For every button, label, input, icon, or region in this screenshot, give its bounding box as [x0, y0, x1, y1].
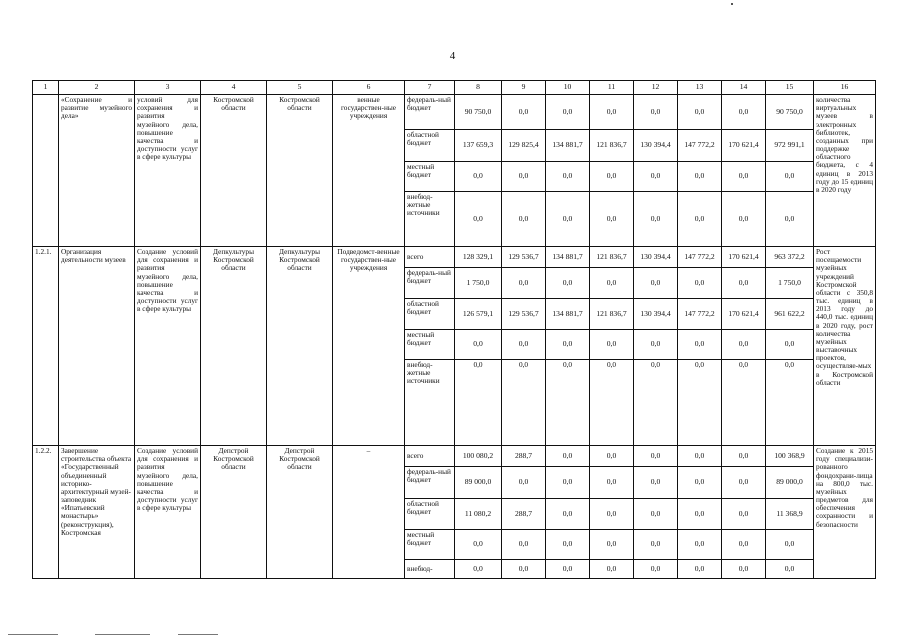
value-cell: 130 394,4 — [634, 247, 678, 268]
source-cell: всего — [405, 247, 455, 268]
value-cell: 100 080,2 — [455, 446, 502, 467]
footer-line — [8, 634, 58, 635]
source-cell: внебюд-жетные источники — [405, 192, 455, 247]
value-cell: 0,0 — [722, 330, 766, 360]
value-cell: 170 621,4 — [722, 247, 766, 268]
value-cell: 288,7 — [502, 499, 546, 530]
header-cell: 9 — [502, 81, 546, 95]
value-cell: 0,0 — [678, 467, 722, 499]
value-cell: 0,0 — [678, 360, 722, 446]
value-cell: 1 750,0 — [455, 268, 502, 299]
value-cell: 0,0 — [455, 162, 502, 192]
value-cell: 0,0 — [634, 268, 678, 299]
participants-cell: венные государствен-ные учреждения — [333, 95, 405, 247]
value-cell: 170 621,4 — [722, 299, 766, 330]
value-cell: 0,0 — [634, 330, 678, 360]
total-cell: 961 622,2 — [766, 299, 814, 330]
table-row — [33, 247, 876, 268]
table-row — [33, 446, 876, 467]
value-cell: 0,0 — [590, 446, 634, 467]
value-cell: 121 836,7 — [590, 130, 634, 162]
value-cell: 0,0 — [722, 446, 766, 467]
value-cell: 0,0 — [455, 330, 502, 360]
total-cell: 11 368,9 — [766, 499, 814, 530]
value-cell: 170 621,4 — [722, 130, 766, 162]
value-cell: 129 825,4 — [502, 130, 546, 162]
participants-cell: Подведомст-венные государствен-ные учреждения — [333, 247, 405, 446]
value-cell: 0,0 — [546, 446, 590, 467]
total-cell: 972 991,1 — [766, 130, 814, 162]
value-cell: 0,0 — [678, 499, 722, 530]
value-cell: 0,0 — [590, 467, 634, 499]
value-cell: 0,0 — [722, 467, 766, 499]
value-cell: 0,0 — [678, 268, 722, 299]
value-cell: 0,0 — [590, 560, 634, 579]
executor-cell: Депстрой Костромской области — [267, 446, 333, 579]
header-cell: 10 — [546, 81, 590, 95]
value-cell: 0,0 — [590, 162, 634, 192]
header-cell: 2 — [59, 81, 135, 95]
total-cell: 89 000,0 — [766, 467, 814, 499]
value-cell: 121 836,7 — [590, 247, 634, 268]
header-cell: 8 — [455, 81, 502, 95]
footer-line — [95, 634, 150, 635]
result-cell: Создание к 2015 году специализи-рованного фондохрани-лища на 800,0 тыс. музейных предметов для обеспечения сохранности и безопасности — [814, 446, 876, 579]
executor-cell: Депкультуры Костромской области — [267, 247, 333, 446]
goal-cell: Создание условий для сохранения и развития музейного дела, повышение качества и доступности услуг в сфере культуры — [135, 247, 201, 446]
value-cell: 0,0 — [722, 360, 766, 446]
source-cell: областной бюджет — [405, 299, 455, 330]
value-cell: 147 772,2 — [678, 299, 722, 330]
header-cell: 16 — [814, 81, 876, 95]
value-cell: 0,0 — [634, 162, 678, 192]
source-cell: местный бюджет — [405, 330, 455, 360]
value-cell: 0,0 — [678, 162, 722, 192]
source-cell: местный бюджет — [405, 162, 455, 192]
total-cell: 0,0 — [766, 530, 814, 560]
value-cell: 0,0 — [678, 446, 722, 467]
source-cell: местный бюджет — [405, 530, 455, 560]
total-cell: 0,0 — [766, 162, 814, 192]
value-cell: 0,0 — [590, 192, 634, 247]
value-cell: 0,0 — [546, 268, 590, 299]
value-cell: 0,0 — [590, 268, 634, 299]
customer-cell: Костромской области — [201, 95, 267, 247]
value-cell: 129 536,7 — [502, 299, 546, 330]
measure-name-cell: Завершение строительства объекта «Государственный объединенный историко-архитектурный музей-заповедник «Ипатьевский монастырь» (реконструкция), Костромская — [59, 446, 135, 579]
value-cell: 130 394,4 — [634, 299, 678, 330]
total-cell: 0,0 — [766, 330, 814, 360]
measure-name-cell: Организация деятельности музеев — [59, 247, 135, 446]
value-cell: 0,0 — [590, 360, 634, 446]
value-cell: 134 881,7 — [546, 299, 590, 330]
value-cell: 0,0 — [590, 530, 634, 560]
goal-cell: Создание условий для сохранения и развития музейного дела, повышение качества и доступности услуг в сфере культуры — [135, 446, 201, 579]
value-cell: 0,0 — [634, 467, 678, 499]
participants-cell: – — [333, 446, 405, 579]
value-cell: 0,0 — [502, 192, 546, 247]
value-cell: 0,0 — [722, 560, 766, 579]
value-cell: 0,0 — [722, 499, 766, 530]
value-cell: 0,0 — [455, 560, 502, 579]
total-cell: 100 368,9 — [766, 446, 814, 467]
total-cell: 963 372,2 — [766, 247, 814, 268]
value-cell: 0,0 — [546, 530, 590, 560]
total-cell: 90 750,0 — [766, 95, 814, 130]
value-cell: 0,0 — [634, 446, 678, 467]
result-cell: Рост посещаемости музейных учреждений Костромской области с 350,8 тыс. единиц в 2013 году до 440,0 тыс. единиц в 2020 году, рост количества музейных выставочных проектов, осуществляе-мых в Костромской области — [814, 247, 876, 446]
value-cell: 137 659,3 — [455, 130, 502, 162]
value-cell: 0,0 — [546, 330, 590, 360]
value-cell: 0,0 — [502, 560, 546, 579]
value-cell: 0,0 — [678, 330, 722, 360]
value-cell: 0,0 — [590, 95, 634, 130]
value-cell: 129 536,7 — [502, 247, 546, 268]
page-number: 4 — [449, 50, 456, 62]
value-cell: 0,0 — [546, 95, 590, 130]
value-cell: 0,0 — [455, 530, 502, 560]
value-cell: 0,0 — [634, 530, 678, 560]
value-cell: 0,0 — [722, 268, 766, 299]
value-cell: 89 000,0 — [455, 467, 502, 499]
total-cell: 0,0 — [766, 560, 814, 579]
value-cell: 0,0 — [634, 560, 678, 579]
value-cell: 0,0 — [546, 360, 590, 446]
source-cell: всего — [405, 446, 455, 467]
value-cell: 0,0 — [678, 530, 722, 560]
header-cell: 1 — [33, 81, 59, 95]
source-cell: федераль-ный бюджет — [405, 95, 455, 130]
value-cell: 147 772,2 — [678, 130, 722, 162]
value-cell: 0,0 — [546, 467, 590, 499]
source-cell: областной бюджет — [405, 130, 455, 162]
value-cell: 0,0 — [502, 360, 546, 446]
value-cell: 0,0 — [722, 162, 766, 192]
value-cell: 147 772,2 — [678, 247, 722, 268]
source-cell: областной бюджет — [405, 499, 455, 530]
value-cell: 0,0 — [546, 499, 590, 530]
value-cell: 0,0 — [634, 360, 678, 446]
value-cell: 0,0 — [455, 360, 502, 446]
value-cell: 0,0 — [546, 162, 590, 192]
value-cell: 0,0 — [502, 530, 546, 560]
header-cell: 11 — [590, 81, 634, 95]
customer-cell: Депкультуры Костромской области — [201, 247, 267, 446]
header-cell: 15 — [766, 81, 814, 95]
value-cell: 0,0 — [590, 330, 634, 360]
scan-speck — [731, 3, 733, 5]
value-cell: 11 080,2 — [455, 499, 502, 530]
total-cell: 1 750,0 — [766, 268, 814, 299]
measure-name-cell: «Сохранение и развитие музейного дела» — [59, 95, 135, 247]
code-cell: 1.2.2. — [33, 446, 59, 579]
code-cell: 1.2.1. — [33, 247, 59, 446]
value-cell: 126 579,1 — [455, 299, 502, 330]
value-cell: 90 750,0 — [455, 95, 502, 130]
value-cell: 128 329,1 — [455, 247, 502, 268]
value-cell: 0,0 — [502, 268, 546, 299]
value-cell: 134 881,7 — [546, 130, 590, 162]
value-cell: 0,0 — [678, 192, 722, 247]
header-cell: 6 — [333, 81, 405, 95]
value-cell: 121 836,7 — [590, 299, 634, 330]
total-cell: 0,0 — [766, 360, 814, 446]
value-cell: 0,0 — [502, 330, 546, 360]
value-cell: 0,0 — [722, 192, 766, 247]
value-cell: 134 881,7 — [546, 247, 590, 268]
program-table — [32, 80, 876, 579]
executor-cell: Костромской области — [267, 95, 333, 247]
source-cell: внебюд-жетные источники — [405, 360, 455, 446]
header-cell: 13 — [678, 81, 722, 95]
header-cell: 3 — [135, 81, 201, 95]
header-cell: 4 — [201, 81, 267, 95]
value-cell: 0,0 — [678, 560, 722, 579]
header-cell: 12 — [634, 81, 678, 95]
value-cell: 0,0 — [722, 530, 766, 560]
result-cell: количества виртуальных музеев в электронных библиотек, созданных при поддержке областного бюджета, с 4 единиц в 2013 году до 15 единиц в 2020 году — [814, 95, 876, 247]
value-cell: 0,0 — [502, 467, 546, 499]
value-cell: 0,0 — [678, 95, 722, 130]
header-row — [33, 81, 876, 95]
footer-line — [178, 634, 218, 635]
value-cell: 0,0 — [455, 192, 502, 247]
value-cell: 0,0 — [634, 95, 678, 130]
value-cell: 130 394,4 — [634, 130, 678, 162]
value-cell: 0,0 — [590, 499, 634, 530]
value-cell: 0,0 — [634, 192, 678, 247]
source-cell: федераль-ный бюджет — [405, 268, 455, 299]
source-cell: внебюд- — [405, 560, 455, 579]
value-cell: 0,0 — [546, 560, 590, 579]
goal-cell: условий для сохранения и развития музейного дела, повышение качества и доступности услуг в сфере культуры — [135, 95, 201, 247]
total-cell: 0,0 — [766, 192, 814, 247]
table-row — [33, 95, 876, 130]
code-cell — [33, 95, 59, 247]
value-cell: 0,0 — [546, 192, 590, 247]
header-cell: 7 — [405, 81, 455, 95]
value-cell: 0,0 — [634, 499, 678, 530]
header-cell: 14 — [722, 81, 766, 95]
header-cell: 5 — [267, 81, 333, 95]
source-cell: федераль-ный бюджет — [405, 467, 455, 499]
value-cell: 0,0 — [502, 95, 546, 130]
value-cell: 288,7 — [502, 446, 546, 467]
customer-cell: Депстрой Костромской области — [201, 446, 267, 579]
value-cell: 0,0 — [502, 162, 546, 192]
value-cell: 0,0 — [722, 95, 766, 130]
